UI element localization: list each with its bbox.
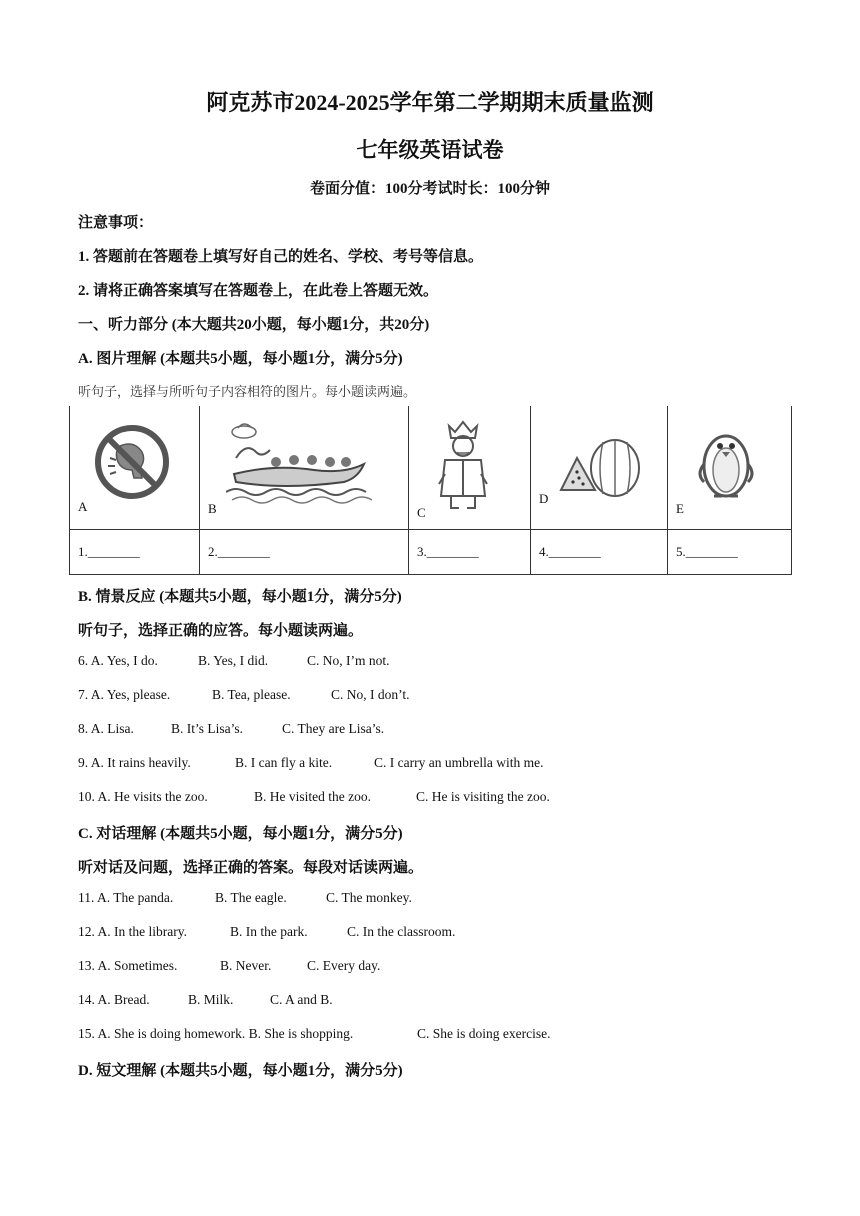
part1-heading: 一、听力部分 (本大题共20小题，每小题1分，共20分) bbox=[78, 317, 430, 333]
question-12-option-a: 12. A. In the library. bbox=[78, 924, 187, 939]
question-13-option-c: C. Every day. bbox=[307, 958, 381, 973]
picture-cell-a bbox=[70, 406, 200, 530]
question-9 bbox=[78, 755, 778, 775]
question-6 bbox=[78, 653, 778, 673]
question-12-option-b: B. In the park. bbox=[230, 924, 308, 939]
section-d-heading: D. 短文理解 (本题共5小题，每小题1分，满分5分) bbox=[78, 1063, 403, 1079]
question-10-option-c: C. He is visiting the zoo. bbox=[416, 789, 550, 804]
question-11 bbox=[78, 890, 778, 910]
question-8-option-a: 8. A. Lisa. bbox=[78, 721, 134, 736]
picture-cell-b bbox=[200, 406, 409, 530]
exam-title: 阿克苏市2024-2025学年第二学期期末质量监测 bbox=[206, 90, 654, 115]
question-14-option-a: 14. A. Bread. bbox=[78, 992, 150, 1007]
section-a-instruction: 听句子，选择与所听句子内容相符的图片。每小题读两遍。 bbox=[78, 384, 417, 399]
picture-cell-c bbox=[409, 406, 531, 530]
note-item-1: 1. 答题前在答题卷上填写好自己的姓名、学校、考号等信息。 bbox=[78, 249, 484, 265]
question-8-option-c: C. They are Lisa’s. bbox=[282, 721, 385, 736]
picture-letter-c: C bbox=[417, 505, 426, 520]
question-11-option-b: B. The eagle. bbox=[215, 890, 287, 905]
section-a-heading: A. 图片理解 (本题共5小题，每小题1分，满分5分) bbox=[78, 351, 403, 367]
question-9-option-b: B. I can fly a kite. bbox=[235, 755, 333, 770]
section-c-instruction: 听对话及问题，选择正确的答案。每段对话读两遍。 bbox=[78, 860, 424, 876]
picture-cell-d bbox=[531, 406, 668, 530]
question-9-option-a: 9. A. It rains heavily. bbox=[78, 755, 191, 770]
question-15-option-ab: 15. A. She is doing homework. B. She is shopping. bbox=[78, 1026, 354, 1041]
question-11-option-a: 11. A. The panda. bbox=[78, 890, 174, 905]
answer-blank-1[interactable]: 1.________ bbox=[70, 530, 200, 575]
penguin-icon bbox=[694, 418, 758, 502]
question-12 bbox=[78, 924, 778, 944]
question-14 bbox=[78, 992, 778, 1012]
section-c-heading: C. 对话理解 (本题共5小题，每小题1分，满分5分) bbox=[78, 826, 403, 842]
picture-letter-a: A bbox=[78, 499, 88, 514]
picture-cell-e bbox=[668, 406, 792, 530]
question-6-option-a: 6. A. Yes, I do. bbox=[78, 653, 158, 668]
answer-blank-5[interactable]: 5.________ bbox=[668, 530, 792, 575]
question-6-option-c: C. No, I’m not. bbox=[307, 653, 390, 668]
question-7 bbox=[78, 687, 778, 707]
dragon-boat-icon bbox=[226, 418, 376, 506]
question-15-option-c: C. She is doing exercise. bbox=[417, 1026, 551, 1041]
section-b-heading: B. 情景反应 (本题共5小题，每小题1分，满分5分) bbox=[78, 589, 402, 605]
question-10-option-a: 10. A. He visits the zoo. bbox=[78, 789, 208, 804]
question-7-option-a: 7. A. Yes, please. bbox=[78, 687, 171, 702]
question-8-option-b: B. It’s Lisa’s. bbox=[171, 721, 244, 736]
question-10-option-b: B. He visited the zoo. bbox=[254, 789, 371, 804]
exam-info: 卷面分值：100分考试时长：100分钟 bbox=[309, 181, 550, 197]
section-b-instruction: 听句子，选择正确的应答。每小题读两遍。 bbox=[78, 623, 364, 639]
note-item-2: 2. 请将正确答案填写在答题卷上，在此卷上答题无效。 bbox=[78, 283, 439, 299]
picture-letter-e: E bbox=[676, 501, 684, 516]
picture-letter-d: D bbox=[539, 491, 549, 506]
question-11-option-c: C. The monkey. bbox=[326, 890, 412, 905]
question-13 bbox=[78, 958, 778, 978]
answer-blank-4[interactable]: 4.________ bbox=[531, 530, 668, 575]
watermelon-icon bbox=[559, 432, 643, 500]
exam-subtitle: 七年级英语试卷 bbox=[356, 138, 504, 162]
question-14-option-c: C. A and B. bbox=[270, 992, 333, 1007]
picture-letter-b: B bbox=[208, 501, 217, 516]
question-7-option-c: C. No, I don’t. bbox=[331, 687, 410, 702]
no-talking-sign-icon bbox=[92, 422, 172, 502]
question-13-option-a: 13. A. Sometimes. bbox=[78, 958, 178, 973]
question-7-option-b: B. Tea, please. bbox=[212, 687, 291, 702]
question-6-option-b: B. Yes, I did. bbox=[198, 653, 269, 668]
answer-blank-2[interactable]: 2.________ bbox=[200, 530, 409, 575]
question-15 bbox=[78, 1026, 778, 1046]
question-9-option-c: C. I carry an umbrella with me. bbox=[374, 755, 544, 770]
picture-table bbox=[69, 406, 792, 575]
question-12-option-c: C. In the classroom. bbox=[347, 924, 456, 939]
king-icon bbox=[431, 416, 495, 512]
question-14-option-b: B. Milk. bbox=[188, 992, 234, 1007]
question-13-option-b: B. Never. bbox=[220, 958, 272, 973]
notes-heading: 注意事项： bbox=[78, 215, 154, 231]
answer-blank-3[interactable]: 3.________ bbox=[409, 530, 531, 575]
question-8 bbox=[78, 721, 778, 741]
question-10 bbox=[78, 789, 778, 809]
